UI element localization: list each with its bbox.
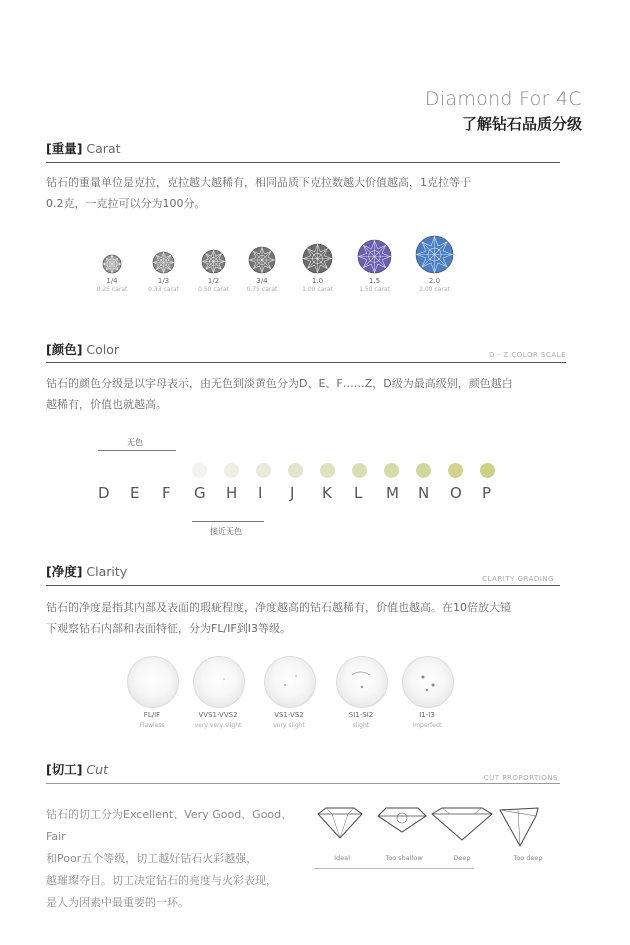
section-divider <box>46 162 560 163</box>
paragraph-line: 是人为因素中最重要的一环。 <box>46 896 189 909</box>
carat-diamond <box>142 251 185 293</box>
color-grade-scale <box>98 484 518 506</box>
diamond-icon <box>201 249 226 274</box>
diamond-icon <box>248 246 276 274</box>
color-grade-letter: G <box>194 484 207 502</box>
section-heading-carat <box>46 139 121 157</box>
carat-diamond <box>92 254 132 293</box>
cut-shape-label: Ideal <box>334 854 350 862</box>
carat-label: 1/2 <box>207 277 220 285</box>
section-heading-cut <box>46 760 108 778</box>
carat-sub-label: 0.50 carat <box>198 286 229 293</box>
carat-diamond <box>405 235 464 293</box>
paragraph-line: 钻石的重量单位是克拉，克拉越大越稀有，相同品质下克拉数越大价值越高，1克拉等于 <box>46 176 471 189</box>
paragraph-line: 越稀有，价值也就越高。 <box>46 398 167 411</box>
colorless-bracket-line <box>98 450 176 451</box>
page-title-en: Diamond For 4C <box>424 88 582 110</box>
section-title-en: Cut <box>86 762 108 777</box>
carat-sub-label: 1.00 carat <box>302 286 333 293</box>
carat-sub-label: 0.25 carat <box>96 286 128 293</box>
section-divider <box>46 362 566 363</box>
cut-proportion-diagram <box>310 806 570 876</box>
section-bracket: [重量] <box>46 141 83 156</box>
cut-shape-label: Too shallow <box>385 854 423 862</box>
carat-sub-label: 0.75 carat <box>246 286 278 293</box>
color-grade-letter: F <box>162 484 172 502</box>
carat-label: 1/3 <box>157 277 170 285</box>
color-grade-letter: N <box>418 484 431 502</box>
clarity-grade-sub-label: very slight <box>273 722 305 729</box>
diamond-profile-icon <box>496 806 560 848</box>
section-heading-color <box>46 340 119 358</box>
color-grade-letter: P <box>482 484 493 502</box>
carat-label: 1/4 <box>106 277 118 285</box>
color-swatch <box>192 463 207 478</box>
section-tagline: D - Z COLOR SCALE <box>489 351 566 359</box>
paragraph-line: 钻石的颜色分级是以字母表示，由无色到淡黄色分为D、E、F……Z，D级为最高级别，颜色越白 <box>46 377 513 390</box>
carat-diamond <box>238 246 286 293</box>
carat-description <box>46 172 566 214</box>
color-grade-letter: D <box>98 484 111 502</box>
color-swatch <box>288 463 303 478</box>
diamond-profile-icon <box>430 806 494 848</box>
carat-size-chart <box>92 234 462 309</box>
section-tagline: CLARITY GRADING <box>482 575 554 583</box>
clarity-grade-sub-label: slight <box>352 722 370 729</box>
cut-proportion-shape <box>430 806 494 862</box>
near-colorless-label: 接近无色 <box>210 527 242 536</box>
cut-proportion-shape <box>372 806 436 862</box>
clarity-description <box>46 597 566 639</box>
section-title-en: Color <box>86 342 120 357</box>
section-title-en: Carat <box>86 141 121 156</box>
color-grade-letter: J <box>290 484 296 502</box>
clarity-diamond-icon <box>402 656 454 708</box>
color-swatch <box>384 463 399 478</box>
carat-label: 1.5 <box>368 277 381 285</box>
clarity-grade-sub-label: very very slight <box>194 722 242 729</box>
colorless-label: 无色 <box>127 438 143 447</box>
near-colorless-bracket-line <box>192 521 264 522</box>
carat-sub-label: 0.33 carat <box>148 286 179 293</box>
section-heading-clarity <box>46 562 127 580</box>
color-grade-letter: I <box>258 484 264 502</box>
clarity-grade-label: FL/IF <box>143 711 161 719</box>
carat-diamond <box>347 239 402 293</box>
clarity-diamond-icon <box>336 656 388 708</box>
clarity-grade-chart <box>0 650 630 740</box>
color-grade-letter: M <box>386 484 400 502</box>
clarity-diamond-icon <box>127 656 179 708</box>
section-divider <box>46 783 560 784</box>
page-title-cn: 了解钻石品质分级 <box>461 115 582 133</box>
cut-description <box>46 804 304 914</box>
cut-proportion-shape <box>310 806 374 862</box>
section-tagline: CUT PROPORTIONS <box>483 774 558 782</box>
carat-label: 3/4 <box>256 277 268 285</box>
clarity-grade-sub-label: imperfect <box>412 722 442 729</box>
color-grade-letter: O <box>450 484 463 502</box>
color-swatch <box>480 463 495 478</box>
color-grade-letter: E <box>130 484 141 502</box>
section-bracket: [切工] <box>46 762 83 777</box>
paragraph-line: 钻石的净度是指其内部及表面的瑕疵程度，净度越高的钻石越稀有，价值也越高。在10倍放大镜 <box>46 601 511 614</box>
paragraph-line: 越璀璨夺目。切工决定钻石的亮度与火彩表现， <box>46 874 277 887</box>
carat-sub-label: 2.00 carat <box>419 286 450 293</box>
section-bracket: [净度] <box>46 564 83 579</box>
diamond-icon <box>152 251 175 274</box>
color-grade-letter: L <box>354 484 364 502</box>
cut-shape-label: Deep <box>453 854 471 862</box>
diamond-icon <box>415 235 454 274</box>
paragraph-line: 下观察钻石内部和表面特征，分为FL/IF到I3等级。 <box>46 622 291 635</box>
cut-shape-label: Too deep <box>513 854 543 862</box>
clarity-diamond-icon <box>193 656 245 708</box>
diamond-icon <box>357 239 392 274</box>
color-grade-letter: K <box>322 484 333 502</box>
color-description <box>46 373 566 415</box>
diamond-icon <box>302 243 333 274</box>
color-grade-letter: H <box>226 484 239 502</box>
paragraph-line: 和Poor五个等级，切工越好钻石火彩越强， <box>46 852 258 865</box>
carat-label: 2.0 <box>428 277 441 285</box>
clarity-diamond-icon <box>264 656 316 708</box>
clarity-grade-label: SI1-SI2 <box>348 711 374 719</box>
color-swatch <box>352 463 367 478</box>
diamond-profile-icon <box>310 806 374 848</box>
clarity-grade-label: I1-I3 <box>419 711 435 719</box>
color-swatch <box>320 463 335 478</box>
clarity-grade-label: VS1-VS2 <box>274 711 304 719</box>
carat-diamond <box>191 249 236 293</box>
paragraph-line: 0.2克，一克拉可以分为100分。 <box>46 197 206 210</box>
color-swatch <box>256 463 271 478</box>
carat-sub-label: 1.50 carat <box>359 286 390 293</box>
cut-proportion-shape <box>496 806 560 862</box>
section-title-en: Clarity <box>86 564 128 579</box>
diamond-icon <box>102 254 122 274</box>
paragraph-line: 钻石的切工分为Excellent、Very Good、Good、Fair <box>46 808 293 843</box>
section-bracket: [颜色] <box>46 342 83 357</box>
color-swatch <box>224 463 239 478</box>
carat-diamond <box>292 243 343 293</box>
color-swatch <box>448 463 463 478</box>
clarity-grade-label: VVS1-VVS2 <box>198 711 238 719</box>
diamond-profile-icon <box>372 806 436 848</box>
color-swatch <box>416 463 431 478</box>
section-divider <box>46 585 560 586</box>
carat-label: 1.0 <box>311 277 324 285</box>
cut-underline <box>314 868 474 869</box>
clarity-grade-sub-label: Flawless <box>139 722 165 729</box>
